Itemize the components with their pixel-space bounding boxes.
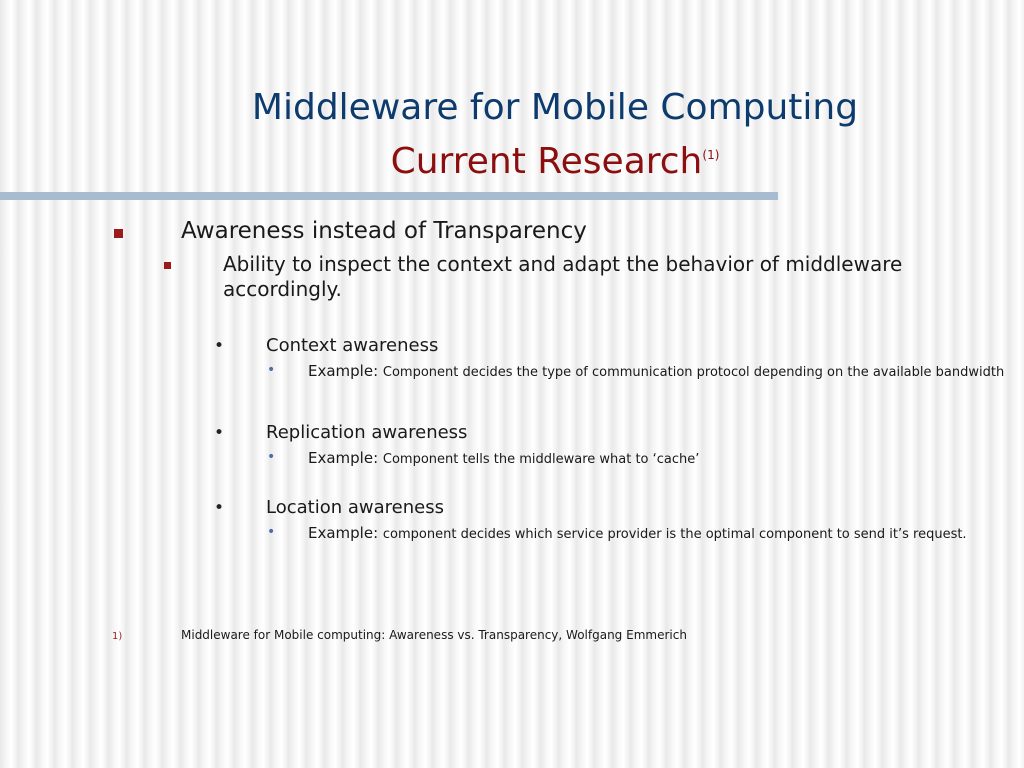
example-replication [308, 450, 1008, 468]
square-bullet-icon [114, 229, 123, 238]
item-label-location: Location awareness [266, 497, 444, 518]
title-divider [0, 192, 778, 200]
slide-subtitle [160, 133, 950, 184]
example-context [308, 363, 1008, 381]
subtitle-text: Current Research [390, 141, 703, 182]
small-dot-icon: • [267, 362, 276, 378]
example-prefix: Example: [308, 524, 383, 542]
small-dot-icon: • [267, 449, 276, 465]
round-bullet-icon: • [214, 498, 225, 518]
example-text: Component decides the type of communication protocol depending on the available bandwidth [382, 365, 1005, 380]
slide-title: Middleware for Mobile Computing [251, 87, 859, 128]
example-text: Component tells the middleware what to ‘cache’ [382, 452, 700, 467]
item-label-replication: Replication awareness [266, 422, 468, 443]
footnote-text: Middleware for Mobile computing: Awareness vs. Transparency, Wolfgang Emmerich [181, 628, 687, 642]
main-bullet-text: Awareness instead of Transparency [181, 218, 587, 244]
sub-bullet-text: Ability to inspect the context and adapt the behavior of middleware accordingly. [223, 252, 903, 301]
square-bullet-icon [164, 262, 171, 269]
footnote-number: 1) [112, 631, 123, 642]
footnote-ref: (1) [702, 148, 720, 162]
example-text: component decides which service provider is the optimal component to send it’s request. [382, 527, 967, 542]
example-location [308, 525, 1008, 543]
small-dot-icon: • [267, 524, 276, 540]
round-bullet-icon: • [214, 423, 225, 443]
example-prefix: Example: [308, 362, 383, 380]
item-label-context: Context awareness [266, 335, 439, 356]
example-prefix: Example: [308, 449, 383, 467]
round-bullet-icon: • [214, 336, 225, 356]
